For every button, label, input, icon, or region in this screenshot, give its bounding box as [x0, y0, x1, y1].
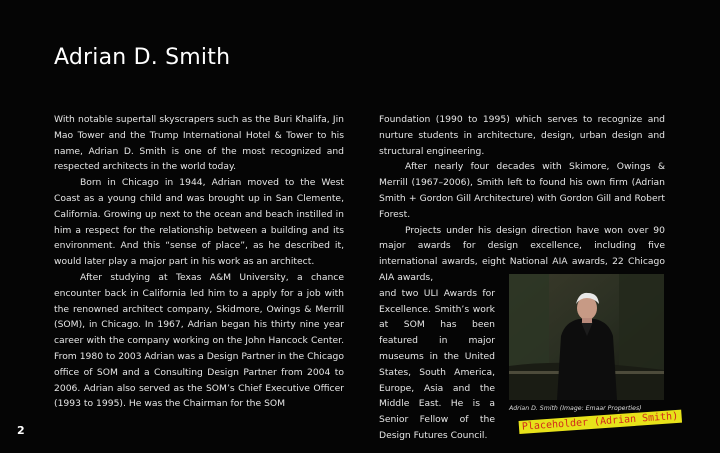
paragraph: With notable supertall skyscrapers such as the Buri Khalifa, Jin Mao Tower and the Trump International Hotel & Tower to his name, Adrian D. Smith is one of the most recognized and respected architects in the world today.: [54, 114, 344, 173]
paragraph: Projects under his design direction have won over 90 major awards for design excellence, including five international awards, eight National AIA awards, 22 Chicago AIA awards,: [379, 224, 665, 283]
page-title: Adrian D. Smith: [54, 45, 231, 70]
left-column: [54, 112, 344, 412]
portrait-photo: [509, 274, 664, 400]
photo-caption: Adrian D. Smith (Image: Emaar Properties): [509, 405, 642, 412]
paragraph-wrapped: and two ULI Awards for Excellence. Smith’s work at SOM has been featured in major museums in the United States, South America, Europe, Asia and the Middle East. He is a Senior Fellow of the Design Futures Council.: [379, 287, 495, 441]
portrait-image: [509, 274, 664, 400]
page-number: 2: [17, 424, 25, 437]
paragraph: After nearly four decades with Skimore, Owings & Merrill (1967–2006), Smith left to found his own firm (Adrian Smith + Gordon Gill Architecture) with Gordon Gill and Robert Forest.: [379, 161, 665, 220]
paragraph: Foundation (1990 to 1995) which serves to recognize and nurture students in architecture, design, urban design and structural engineering.: [379, 114, 665, 157]
placeholder-label: Placeholder (Adrian Smith): [519, 410, 682, 434]
paragraph: After studying at Texas A&M University, a chance encounter back in California led him to a apply for a job with the renowned architect company, Skidmore, Owings & Merrill (SOM), in Chicago. In 1967, Adrian began his thirty nine year career with the company working on the John Hancock Center. From 1980 to 2003 Adrian was a Design Partner in the Chicago office of SOM and a Consulting Design Partner from 2004 to 2006. Adrian also served as the SOM’s Chief Executive Officer (1993 to 1995). He was the Chairman for the SOM: [54, 271, 344, 410]
paragraph: Born in Chicago in 1944, Adrian moved to the West Coast as a young child and was brought up in San Clemente, California. Growing up next to the ocean and beach instilled in him a respect for the relationship between a building and its environment. And this “sense of place”, as he described it, would later play a major part in his work as an architect.: [54, 177, 344, 268]
